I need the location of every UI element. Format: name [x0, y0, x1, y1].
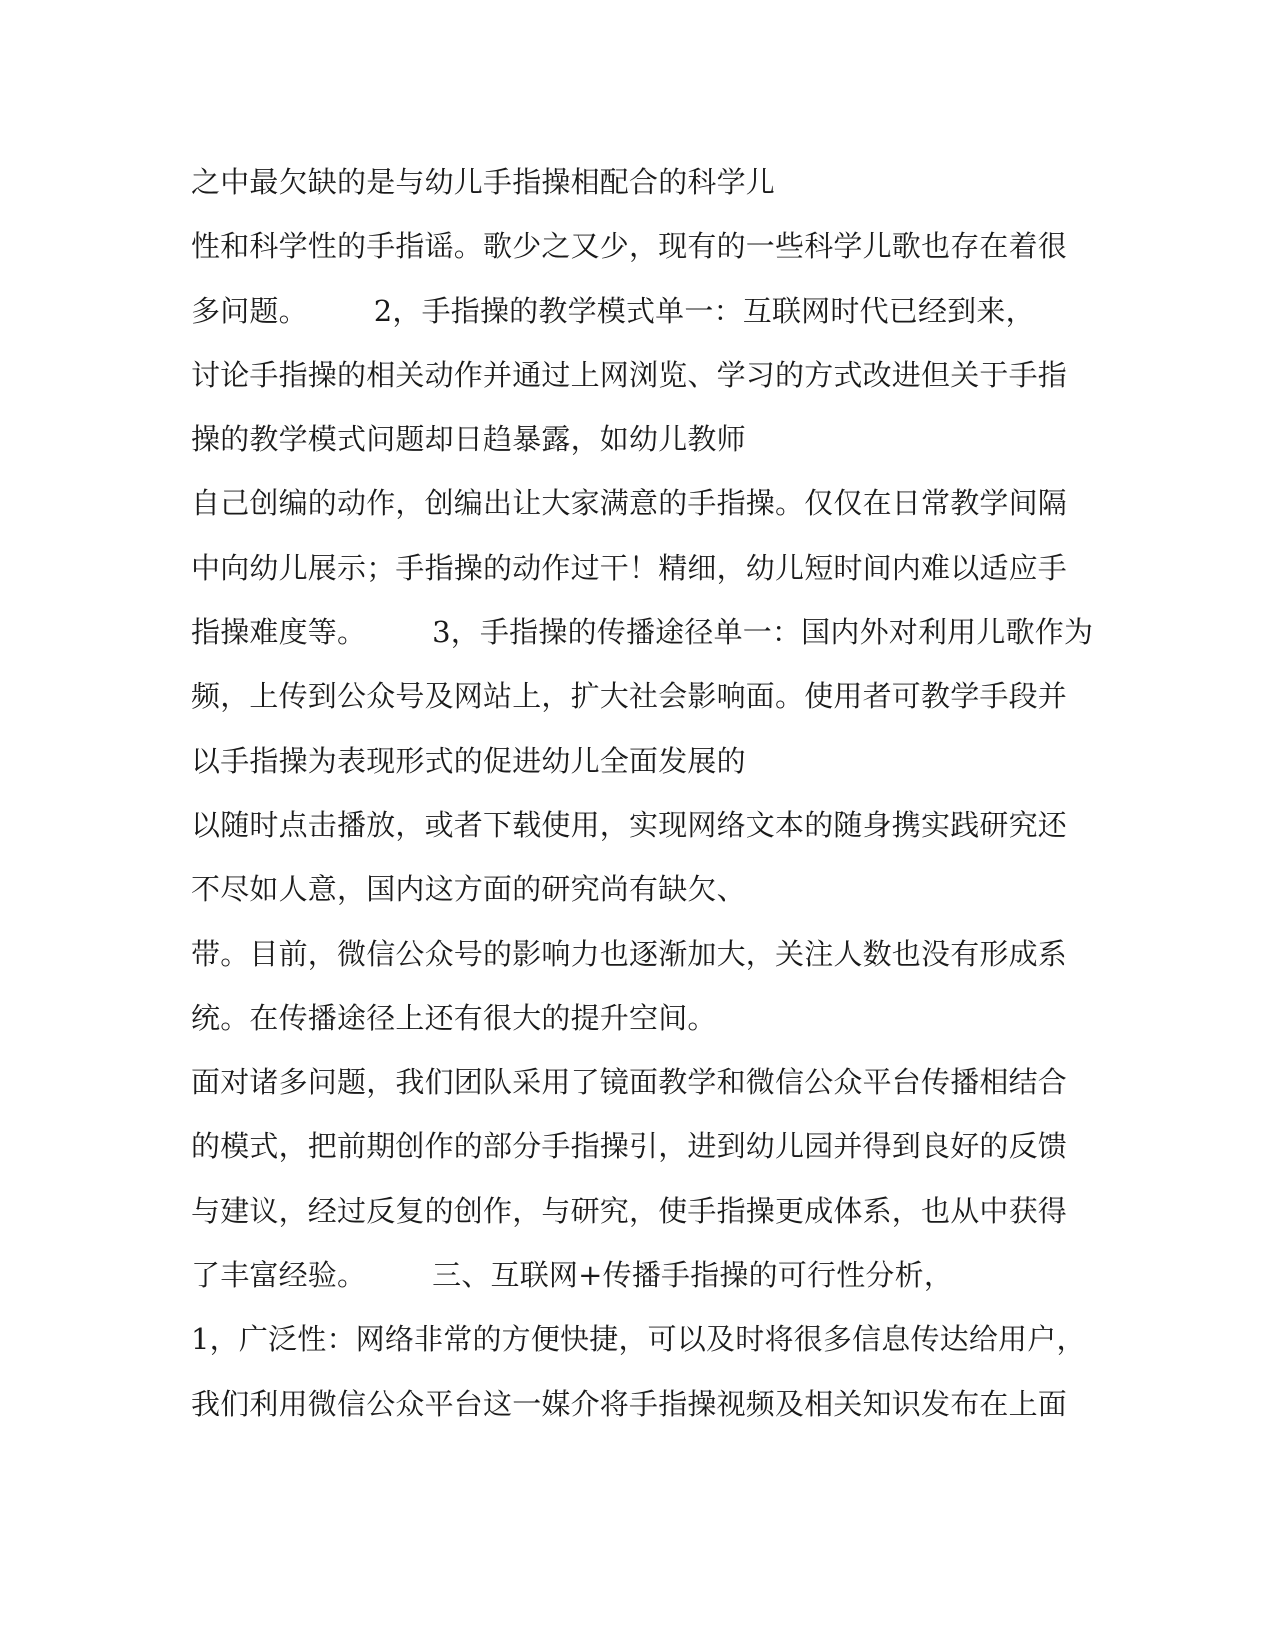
text-line: 带。目前，微信公众号的影响力也逐渐加大，关注人数也没有形成系: [191, 936, 1068, 971]
text-line: 了丰富经验。 三、互联网+传播手指操的可行性分析，: [191, 1258, 954, 1293]
text-line: 多问题。 2，手指操的教学模式单一：互联网时代已经到来，: [191, 293, 1035, 328]
text-line: 1，广泛性：网络非常的方便快捷，可以及时将很多信息传达给用户，: [191, 1322, 1086, 1357]
text-line: 的模式，把前期创作的部分手指操引，进到幼儿园并得到良好的反馈: [191, 1129, 1068, 1164]
text-line: 性和科学性的手指谣。歌少之又少，现有的一些科学儿歌也存在着很: [191, 229, 1068, 264]
text-line: 以随时点击播放，或者下载使用，实现网络文本的随身携实践研究还: [191, 807, 1068, 842]
text-line: 以手指操为表现形式的促进幼儿全面发展的: [191, 743, 746, 778]
text-line: 我们利用微信公众平台这一媒介将手指操视频及相关知识发布在上面: [191, 1386, 1068, 1421]
text-line: 自己创编的动作，创编出让大家满意的手指操。仅仅在日常教学间隔: [191, 486, 1068, 521]
text-line: 与建议，经过反复的创作，与研究，使手指操更成体系，也从中获得: [191, 1193, 1068, 1228]
text-line: 之中最欠缺的是与幼儿手指操相配合的科学儿: [191, 165, 776, 199]
text-line: 操的教学模式问题却日趋暴露，如幼儿教师: [191, 422, 746, 457]
text-line: 中向幼儿展示；手指操的动作过干！精细，幼儿短时间内难以适应手: [191, 550, 1068, 585]
text-line: 指操难度等。 3，手指操的传播途径单一：国内外对利用儿歌作为: [191, 615, 1094, 650]
text-line: 统。在传播途径上还有很大的提升空间。: [191, 1000, 717, 1035]
text-line: 不尽如人意，国内这方面的研究尚有缺欠、: [191, 872, 746, 907]
text-line: 面对诸多问题，我们团队采用了镜面教学和微信公众平台传播相结合: [191, 1065, 1068, 1100]
text-line: 讨论手指操的相关动作并通过上网浏览、学习的方式改进但关于手指: [191, 357, 1068, 392]
body-text: [191, 162, 1094, 1448]
text-line: 频，上传到公众号及网站上，扩大社会影响面。使用者可教学手段并: [191, 679, 1068, 714]
